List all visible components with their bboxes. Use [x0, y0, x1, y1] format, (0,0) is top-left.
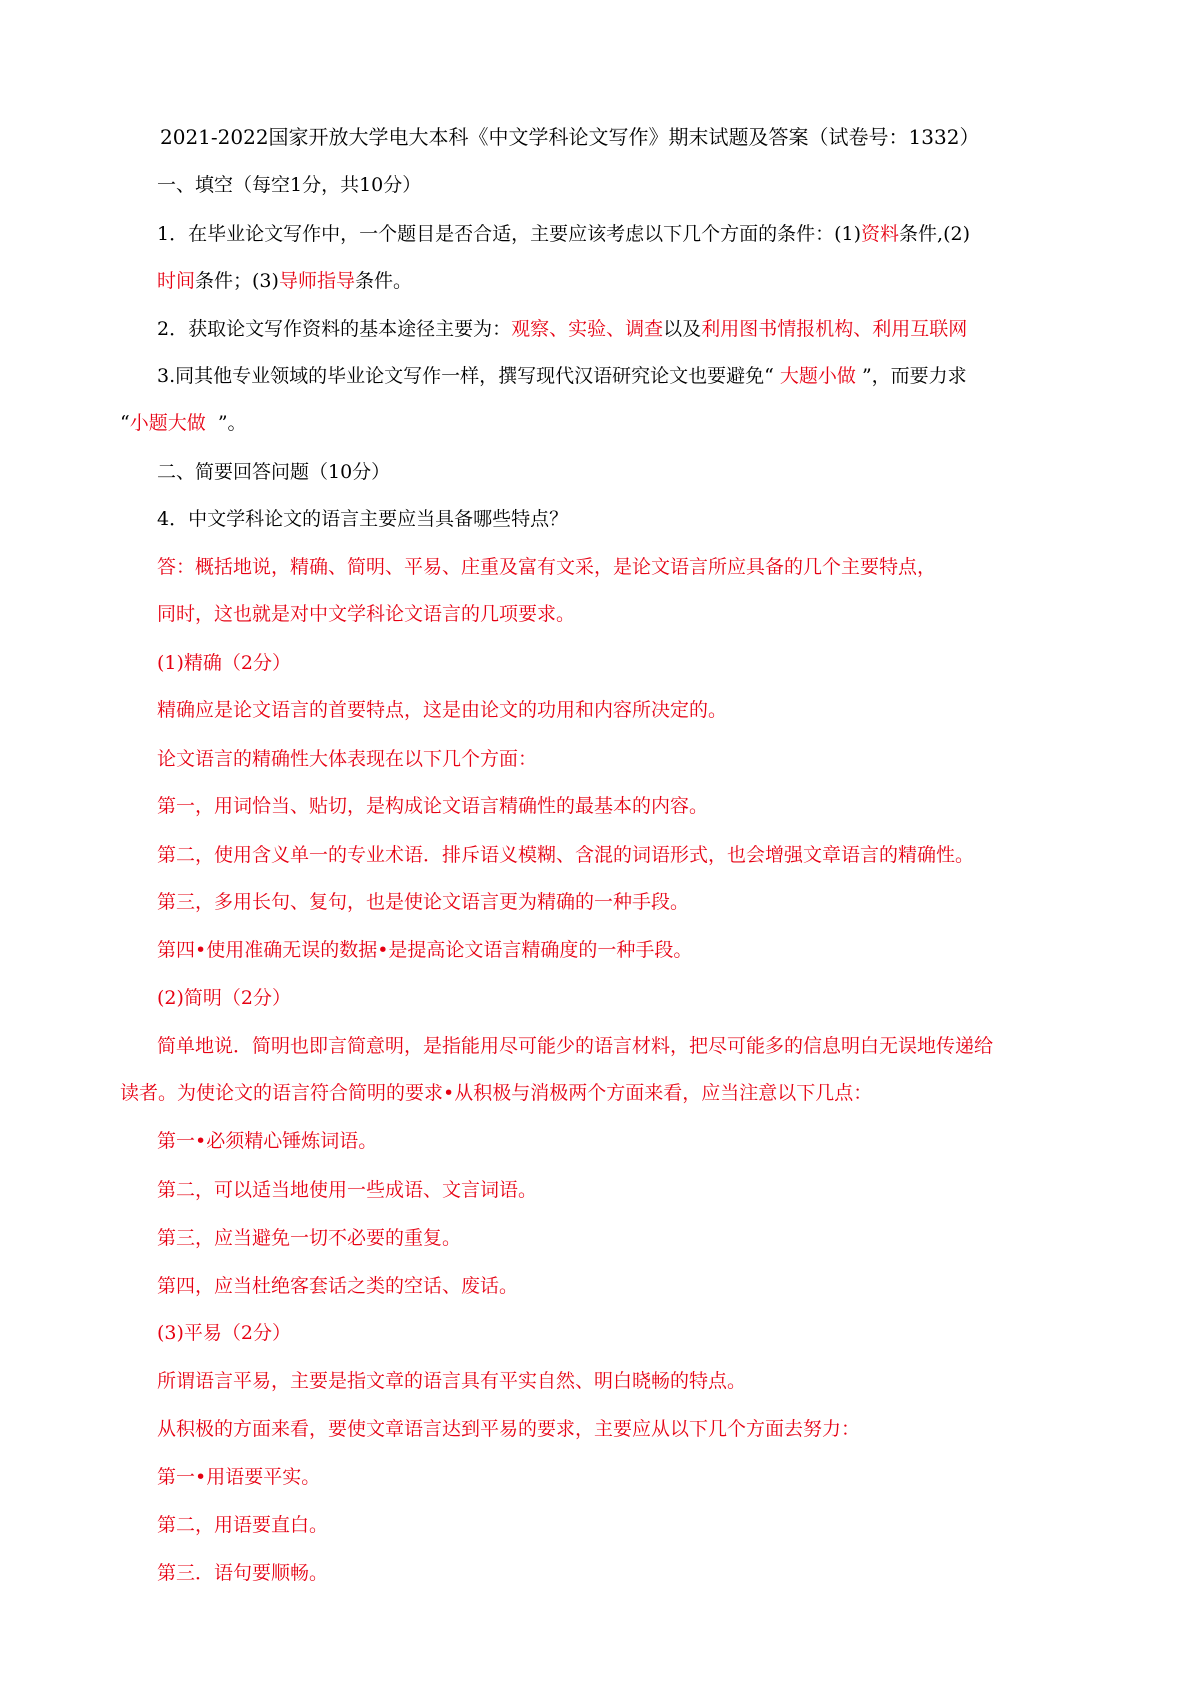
question-1-text: 1．在毕业论文写作中，一个题目是否合适，主要应该考虑以下几个方面的条件：(1) — [157, 223, 862, 245]
answer-line: 第一•用语要平实。 — [157, 1466, 321, 1488]
answer-line: 从积极的方面来看，要使文章语言达到平易的要求，主要应从以下几个方面去努力： — [157, 1418, 861, 1440]
section1-heading: 一、填空（每空1分，共10分） — [157, 174, 422, 196]
question-2-separator: 、 — [606, 318, 626, 340]
answer-line: 第一，用词恰当、贴切，是构成论文语言精确性的最基本的内容。 — [157, 795, 709, 817]
answer-line: 第二，使用含义单一的专业术语．排斥语义模糊、含混的词语形式，也会增强文章语言的精确性。 — [157, 844, 975, 866]
answer-line: 读者。为使论文的语言符合简明的要求•从积极与消极两个方面来看，应当注意以下几点： — [120, 1082, 873, 1104]
question-1-line-2 — [157, 268, 412, 294]
answer-subheading: (1)精确（2分） — [157, 652, 292, 674]
document-title: 2021-2022国家开放大学电大本科《中文学科论文写作》期末试题及答案（试卷号：1332） — [160, 125, 980, 149]
answer-line: 同时，这也就是对中文学科论文语言的几项要求。 — [157, 603, 576, 625]
answer-line: 精确应是论文语言的首要特点，这是由论文的功用和内容所决定的。 — [157, 699, 728, 721]
answer-line: 第三．语句要顺畅。 — [157, 1562, 329, 1584]
question-2-answer-2: 实验 — [568, 318, 607, 340]
question-3-text: ”，而要力求 — [861, 365, 967, 387]
answer-line: 第二，可以适当地使用一些成语、文言词语。 — [157, 1179, 538, 1201]
question-2-separator: 、 — [549, 318, 569, 340]
question-1-text: 条件；(3) — [195, 270, 279, 292]
question-1-answer-3: 导师指导 — [278, 270, 355, 292]
question-3-text: 3.同其他专业领域的毕业论文写作一样，撰写现代汉语研究论文也要避免“ — [157, 365, 774, 387]
answer-line: 第二，用语要直白。 — [157, 1514, 329, 1536]
question-3-line-1 — [157, 363, 967, 389]
question-3-answer-2: 小题大做 — [129, 412, 206, 434]
answer-line: 第四，应当杜绝客套话之类的空话、废话。 — [157, 1275, 519, 1297]
question-2-separator: 、 — [853, 318, 873, 340]
question-2-answer-3: 调查 — [625, 318, 664, 340]
answer-line: 论文语言的精确性大体表现在以下几个方面： — [157, 748, 538, 770]
question-2-answer-1: 观察 — [511, 318, 550, 340]
answer-line: 答：概括地说，精确、简明、平易、庄重及富有文采，是论文语言所应具备的几个主要特点， — [157, 556, 937, 578]
question-1-line-1 — [157, 221, 970, 247]
answer-line: 所谓语言平易，主要是指文章的语言具有平实自然、明白晓畅的特点。 — [157, 1370, 747, 1392]
question-2-answer-5: 利用互联网 — [872, 318, 968, 340]
answer-line: 简单地说．简明也即言简意明，是指能用尽可能少的语言材料，把尽可能多的信息明白无误地传递给 — [157, 1035, 994, 1057]
question-2-text: 2．获取论文写作资料的基本途径主要为： — [157, 318, 512, 340]
question-2-line — [157, 316, 967, 342]
question-3-answer-1: 大题小做 — [779, 365, 856, 387]
question-1-answer-1: 资料 — [861, 223, 900, 245]
question-3-line-2 — [120, 410, 247, 436]
question-2-answer-4: 利用图书情报机构 — [701, 318, 854, 340]
answer-line: 第一•必须精心锤炼词语。 — [157, 1130, 378, 1152]
answer-subheading: (2)简明（2分） — [157, 987, 292, 1009]
answer-line: 第三，应当避免一切不必要的重复。 — [157, 1227, 462, 1249]
answer-subheading: (3)平易（2分） — [157, 1322, 292, 1344]
question-2-text: 以及 — [663, 318, 702, 340]
question-1-text: 条件,(2) — [899, 223, 970, 245]
answer-line: 第三，多用长句、复句，也是使论文语言更为精确的一种手段。 — [157, 891, 690, 913]
question-3-text: “ — [120, 412, 130, 434]
question-1-answer-2: 时间 — [157, 270, 196, 292]
answer-line: 第四•使用准确无误的数据•是提高论文语言精确度的一种手段。 — [157, 939, 693, 961]
question-3-text: ”。 — [217, 412, 247, 434]
question-1-text: 条件。 — [354, 270, 412, 292]
question-4-text: 4．中文学科论文的语言主要应当具备哪些特点？ — [157, 508, 569, 530]
section2-heading: 二、简要回答问题（10分） — [157, 461, 391, 483]
